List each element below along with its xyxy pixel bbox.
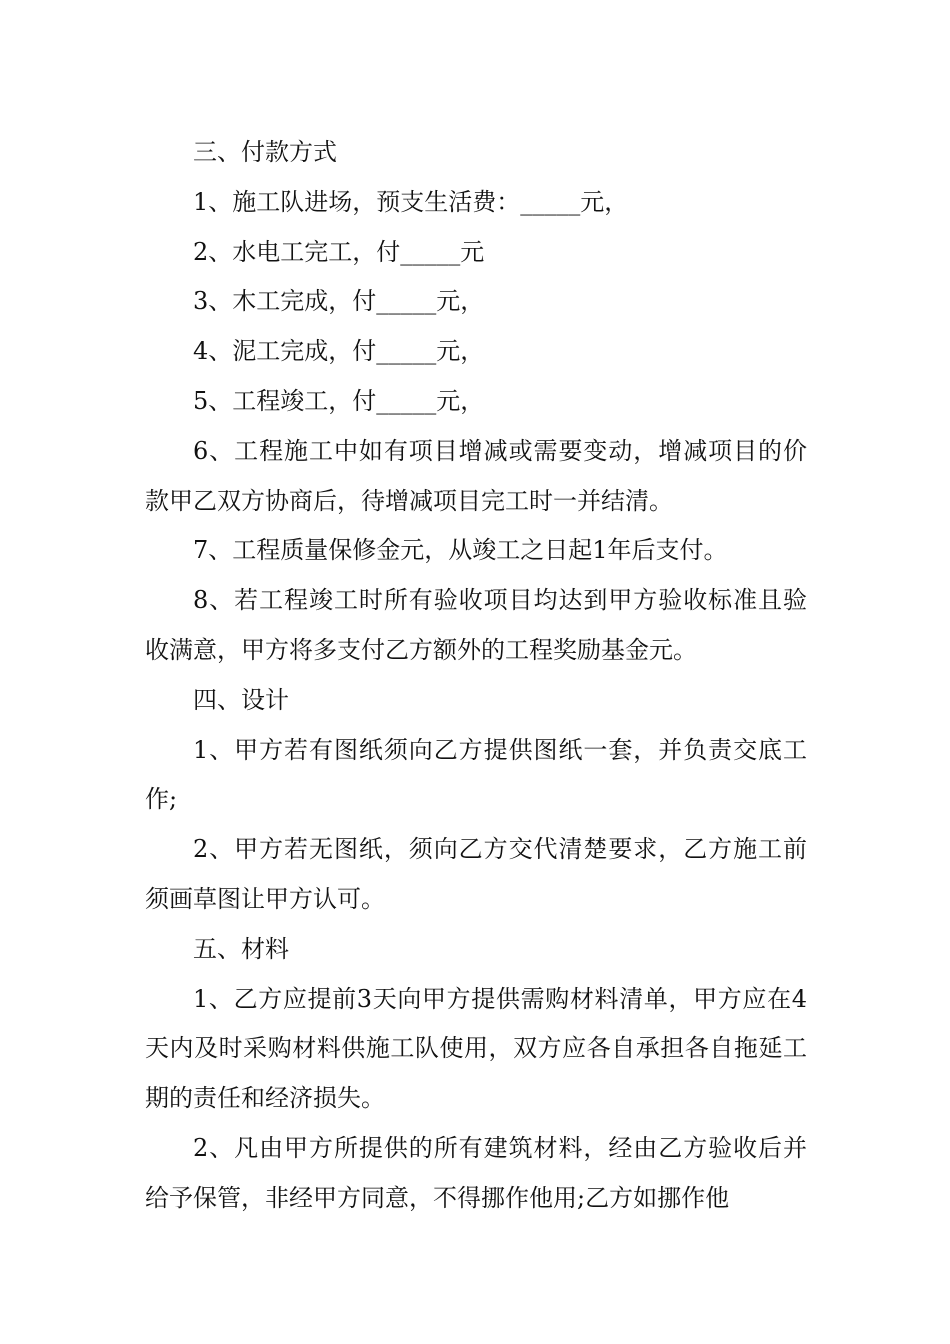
payment-item-5: 5、工程竣工，付_____元， xyxy=(193,386,485,415)
payment-item-3: 3、木工完成，付_____元， xyxy=(193,287,485,316)
document-body xyxy=(145,128,807,1224)
design-item-1: 1、甲方若有图纸须向乙方提供图纸一套，并负责交底工作; xyxy=(145,735,807,814)
payment-item-1: 1、施工队进场，预支生活费：_____元， xyxy=(193,187,629,216)
payment-item-2: 2、水电工完工，付_____元 xyxy=(193,237,485,266)
payment-item-8: 8、若工程竣工时所有验收项目均达到甲方验收标准且验收满意，甲方将多支付乙方额外的工程奖励基金元。 xyxy=(145,586,807,664)
materials-item-1: 1、乙方应提前3天向甲方提供需购材料清单，甲方应在4天内及时采购材料供施工队使用，双方应各自承担各自拖延工期的责任和经济损失。 xyxy=(145,984,807,1113)
section-heading-materials: 五、材料 xyxy=(193,934,289,963)
payment-item-4: 4、泥工完成，付_____元， xyxy=(193,337,485,366)
materials-item-2: 2、凡由甲方所提供的所有建筑材料，经由乙方验收后并给予保管，非经甲方同意，不得挪作他用;乙方如挪作他 xyxy=(145,1133,807,1212)
payment-item-6: 6、工程施工中如有项目增减或需要变动，增减项目的价款甲乙双方协商后，待增减项目完工时一并结清。 xyxy=(145,436,807,515)
section-heading-design: 四、设计 xyxy=(193,685,289,714)
section-heading-payment: 三、付款方式 xyxy=(193,138,337,166)
design-item-2: 2、甲方若无图纸，须向乙方交代清楚要求，乙方施工前须画草图让甲方认可。 xyxy=(145,835,807,913)
payment-item-7: 7、工程质量保修金元，从竣工之日起1年后支付。 xyxy=(193,536,728,565)
